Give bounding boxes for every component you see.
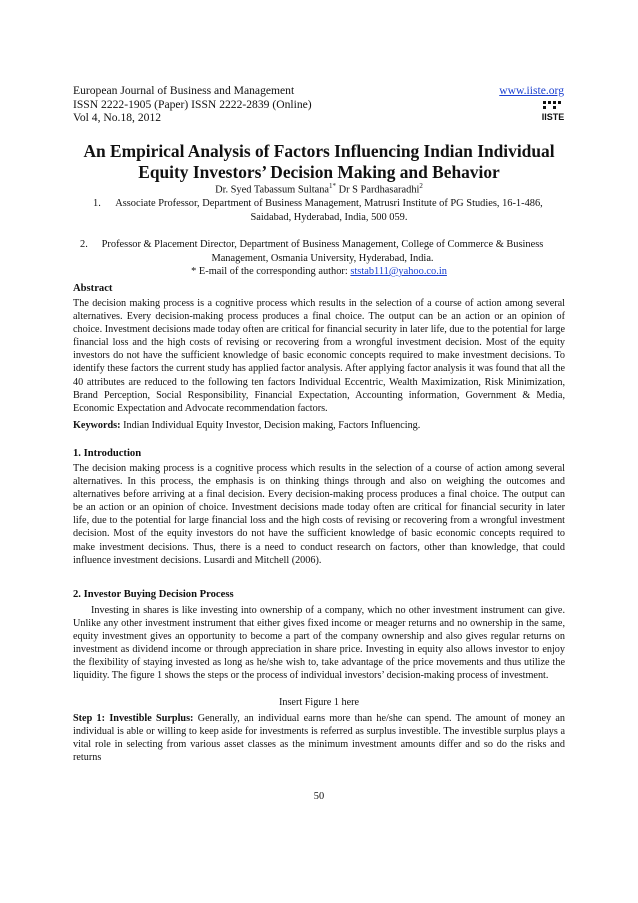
affiliation-1-line-1: Associate Professor, Department of Business Management, Matrusri Institute of PG Studies, 16-1-486, <box>115 198 543 209</box>
author-1-marker: 1* <box>329 182 337 190</box>
journal-issn: ISSN 2222-1905 (Paper) ISSN 2222-2839 (Online) <box>73 97 312 111</box>
journal-name: European Journal of Business and Management <box>73 84 295 97</box>
author-line <box>73 182 565 195</box>
author-1: Dr. Syed Tabassum Sultana <box>215 184 330 196</box>
email-link[interactable]: ststab111@yahoo.co.in <box>350 266 447 277</box>
paper-title <box>73 141 565 183</box>
abstract-text: The decision making process is a cognitive process which results in the selection of a course of action among several alternatives. Every decision-making process produces a final choice. The output can be an action or an opinion of choice. Investment decisions made today often are critical for financial security in later life, due to the potential for large financial loss and the high costs of revising or recovering from a wrongful investment decision. Most of the equity investors do not have the sufficient knowledge of basic economic concepts required to make investment decisions. To identify these factors the current study has applied factor analysis. After applying factor analysis it was found that all the 40 attributes are reduced to the following ten factors Individual Eccentric, Wealth Maximization, Risk Minimization, Brand Perception, Social Responsibility, Financial Expectation, Accounting information, Government & Media, Economic Expectation and Advocate recommendation factors. <box>73 298 565 414</box>
section-2-text: Investing in shares is like investing into ownership of a company, which no other investment instrument can give. Unlike any other investment instrument that either gives fixed income or meager returns and no ownership in the same, equity investment gives an opportunity to become a part of the company ownership and also gives regular returns on investment as dividend income or through appreciation in share price. Investing in equity also allows investor to enjoy the flexibility of staying invested as long as he/she wish to, take advantage of the price movements and thus utilize the liquidity. The figure 1 shows the steps or the process of individual investors’ decision-making process of investment. <box>73 605 565 682</box>
abstract-heading: Abstract <box>73 283 113 294</box>
affiliation-2-line-1: Professor & Placement Director, Department of Business Management, College of Commerce & Business <box>101 239 544 250</box>
section-1-text: The decision making process is a cognitive process which results in the selection of a course of action among several alternatives. In this process, the emphasis is on thinking things through and also on weighing the outcomes and alternatives before arriving at a final decision. Every decision-making process produces a final choice. The output can be an action or an opinion of choice. Investment decisions made today often are critical for financial security in later life, due to the potential for large financial loss and the high costs of revising or recovering from a wrongful investment decision. Most of the equity investors do not have the sufficient knowledge of basic economic concepts required to make investment decisions. Thus, there is a need to conduct research on factors, other than knowledge, that could influence investment decisions. Lusardi and Mitchell (2006). <box>73 463 565 566</box>
keywords-label: Keywords: <box>73 420 121 431</box>
author-2-marker: 2 <box>419 182 423 190</box>
section-1-heading: 1. Introduction <box>73 448 142 459</box>
affiliation-1-line-2: Saidabad, Hyderabad, India, 500 059. <box>250 211 408 223</box>
logo-text: IISTE <box>541 112 565 122</box>
step-1-paragraph <box>73 712 565 764</box>
keywords <box>73 419 565 432</box>
title-line-1: An Empirical Analysis of Factors Influencing Indian Individual <box>83 141 555 161</box>
section-2-heading: 2. Investor Buying Decision Process <box>73 589 234 600</box>
journal-header <box>73 84 312 125</box>
affiliation-1 <box>93 197 565 224</box>
journal-volume: Vol 4, No.18, 2012 <box>73 111 162 125</box>
figure-placeholder-note: Insert Figure 1 here <box>278 697 360 708</box>
affiliation-2 <box>80 238 565 265</box>
corresponding-email <box>73 266 565 277</box>
affiliation-2-number: 2. <box>80 239 88 250</box>
step-1-label: Step 1: Investible Surplus: <box>73 713 194 724</box>
author-2: Dr S Pardhasaradhi <box>336 184 420 196</box>
title-line-2: Equity Investors’ Decision Making and Behavior <box>138 162 500 182</box>
affiliation-2-line-2: Management, Osmania University, Hyderabad, India. <box>211 252 434 264</box>
step-1-text: Generally, an individual earns more than he/she can spend. The amount of money an individual is able or willing to keep aside for investments is referred as surplus investible. The investible surplus plays a vital role in selecting from various asset classes as the minimum investment amounts differ and so do the risks and returns <box>73 713 565 764</box>
website-link[interactable]: www.iiste.org <box>499 84 564 97</box>
keywords-text: Indian Individual Equity Investor, Decision making, Factors Influencing. <box>120 420 421 431</box>
email-prefix: * E-mail of the corresponding author: <box>191 266 351 277</box>
page-number: 50 <box>313 791 325 802</box>
iiste-logo <box>540 99 566 123</box>
affiliation-1-number: 1. <box>93 198 101 209</box>
